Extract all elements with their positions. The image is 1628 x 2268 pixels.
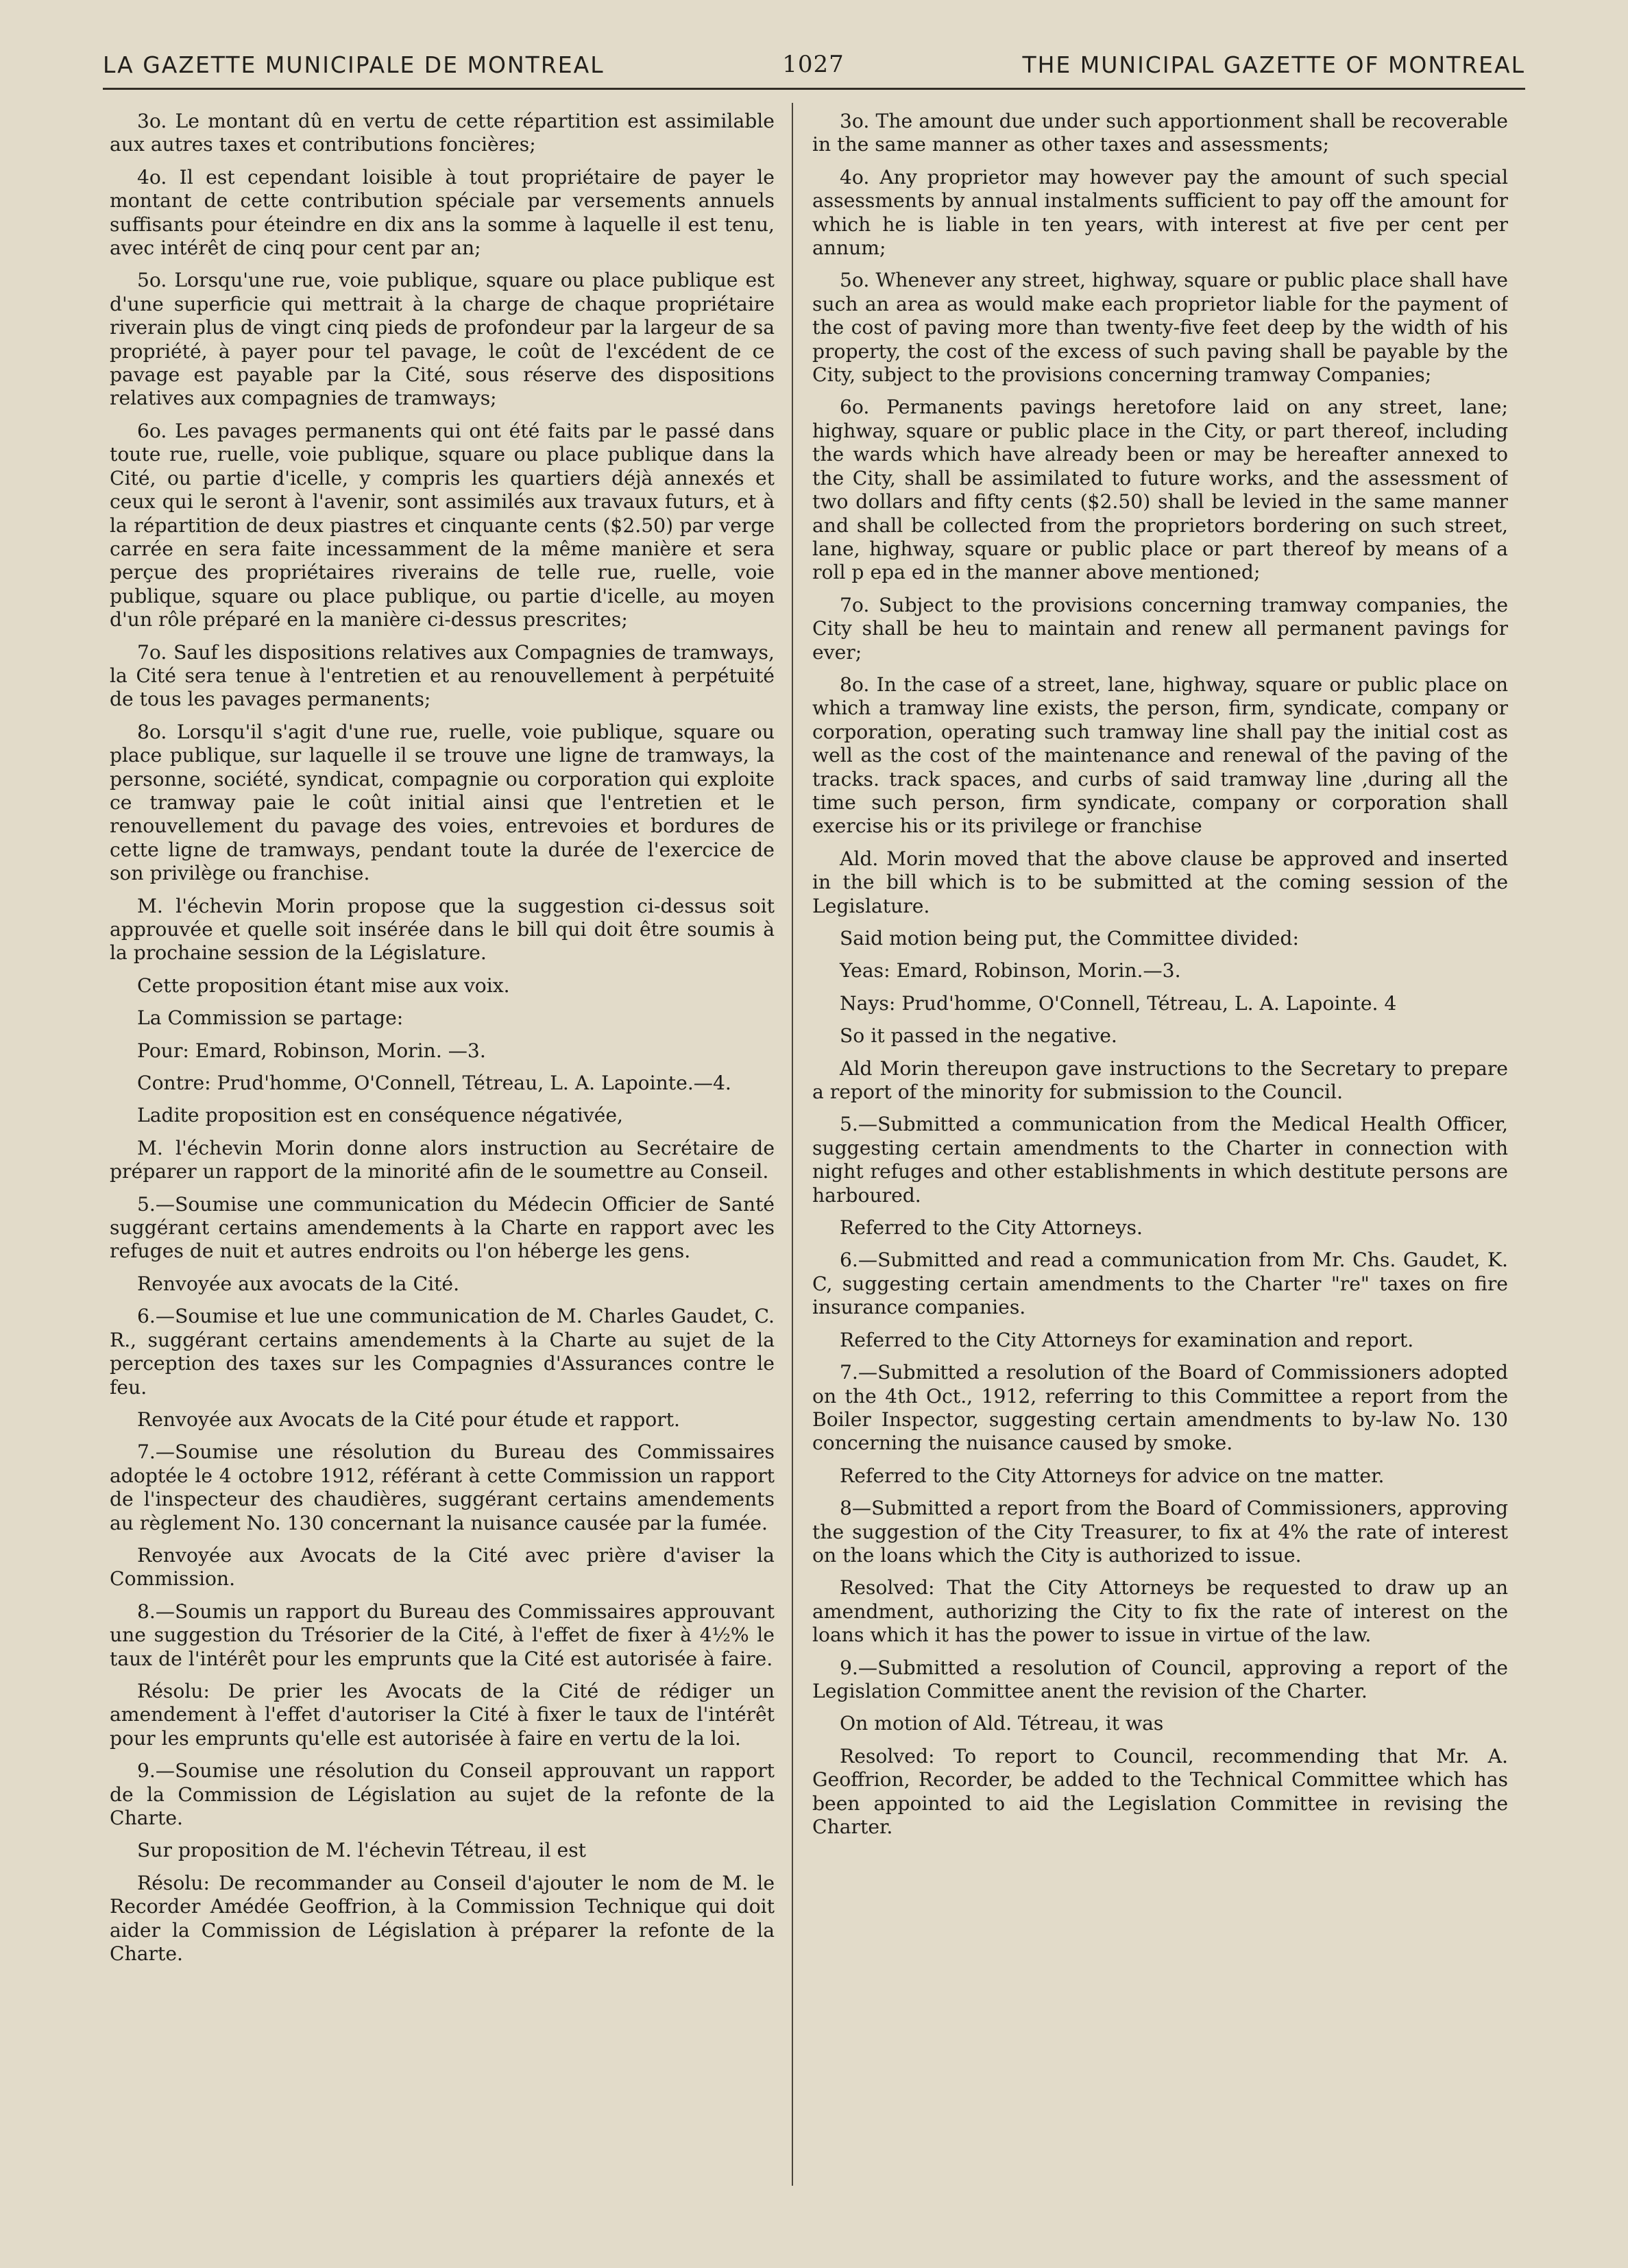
- english-title: THE MUNICIPAL GAZETTE OF MONTREAL: [1022, 51, 1525, 78]
- english-paragraph: Yeas: Emard, Robinson, Morin.—3.: [840, 959, 1181, 982]
- english-paragraph: 7.—Submitted a resolution of the Board of Commissioners adopted on the 4th Oct., 1912, referring to this Committee a report from the Boiler Inspector, suggesting certain amendments to by-law No. 130 concerning the nuisance caused by smoke.: [812, 1361, 1508, 1455]
- french-paragraph: 3o. Le montant dû en vertu de cette répartition est assimilable aux autres taxes et contributions foncières;: [110, 110, 775, 156]
- column-divider: [792, 103, 793, 2186]
- english-paragraph: 5o. Whenever any street, highway, square or public place shall have such an area as would make each proprietor liable for the payment of the cost of paving more than twenty-five feet deep by the width of his property, the cost of the excess of such paving shall be payable by the City, subject to the provisions concerning tramway Companies;: [812, 269, 1508, 387]
- english-paragraph: On motion of Ald. Tétreau, it was: [840, 1712, 1164, 1735]
- english-paragraph: Referred to the City Attorneys for advice on tne matter.: [840, 1464, 1385, 1487]
- header-rule: [103, 88, 1525, 90]
- english-column: [812, 110, 1508, 2186]
- english-paragraph: 6.—Submitted and read a communication from Mr. Chs. Gaudet, K. C, suggesting certain amendments to the Charter "re" taxes on fire insurance companies.: [812, 1248, 1508, 1319]
- french-title: LA GAZETTE MUNICIPALE DE MONTREAL: [103, 51, 605, 78]
- french-paragraph: Cette proposition étant mise aux voix.: [137, 974, 510, 997]
- french-paragraph: 8.—Soumis un rapport du Bureau des Commissaires approuvant une suggestion du Trésorier de la Cité, à l'effet de fixer à 4½% le taux de l'intérêt pour les emprunts que la Cité est autorisée à faire.: [110, 1600, 775, 1670]
- english-paragraph: Resolved: To report to Council, recommending that Mr. A. Geoffrion, Recorder, be added to the Technical Committee which has been appointed to aid the Legislation Committee in revising the Charter.: [812, 1744, 1508, 1838]
- english-paragraph: Referred to the City Attorneys for examination and report.: [840, 1328, 1414, 1351]
- english-paragraph: Referred to the City Attorneys.: [840, 1216, 1143, 1240]
- french-paragraph: Renvoyée aux Avocats de la Cité avec prière d'aviser la Commission.: [110, 1543, 775, 1591]
- english-paragraph: So it passed in the negative.: [840, 1024, 1117, 1048]
- french-paragraph: 8o. Lorsqu'il s'agit d'une rue, ruelle, voie publique, square ou place publique, sur laquelle il se trouve une ligne de tramways, la personne, société, syndicat, compagnie ou corporation qui exploite ce tramway paie le coût initial ainsi que l'entretien et le renouvellement du pavage des voies, entrevoies et bordures de cette ligne de tramways, pendant toute la durée de l'exercice de son privilège ou franchise.: [110, 720, 775, 885]
- english-paragraph: Said motion being put, the Committee divided:: [840, 927, 1299, 950]
- french-paragraph: 5.—Soumise une communication du Médecin Officier de Santé suggérant certains amendements à la Charte en rapport avec les refuges de nuit et autres endroits ou l'on héberge les gens.: [110, 1192, 775, 1263]
- french-paragraph: Résolu: De recommander au Conseil d'ajouter le nom de M. le Recorder Amédée Geoffrion, à la Commission Technique qui doit aider la Commission de Législation à préparer la refonte de la Charte.: [110, 1871, 775, 1966]
- french-paragraph: 4o. Il est cependant loisible à tout propriétaire de payer le montant de cette contribution spéciale par versements annuels suffisants pour éteindre en dix ans la somme à laquelle il est tenu, avec intérêt de cinq pour cent par an;: [110, 165, 775, 260]
- french-paragraph: Résolu: De prier les Avocats de la Cité de rédiger un amendement à l'effet d'autoriser la Cité à fixer le taux de l'intérêt pour les emprunts qu'elle est autorisée à faire en vertu de la loi.: [110, 1679, 775, 1750]
- french-paragraph: 6o. Les pavages permanents qui ont été faits par le passé dans toute rue, ruelle, voie publique, square ou place publique dans la Cité, ou partie d'icelle, y compris les quartiers déjà annexés et ceux qui le seront à l'avenir, sont assimilés aux travaux futurs, et à la répartition de deux piastres et cinquante cents ($2.50) par verge carrée en sera faite incessamment de la même manière et sera perçue des propriétaires riverains de telle rue, ruelle, voie publique, square ou place publique, ou partie d'icelle, au moyen d'un rôle préparé en la manière ci-dessus prescrites;: [110, 419, 775, 631]
- page-number: 1027: [782, 51, 845, 78]
- english-paragraph: 7o. Subject to the provisions concerning tramway companies, the City shall be heu to maintain and renew all permanent pavings for ever;: [812, 593, 1508, 664]
- french-paragraph: 9.—Soumise une résolution du Conseil approuvant un rapport de la Commission de Législation au sujet de la refonte de la Charte.: [110, 1759, 775, 1829]
- english-paragraph: 3o. The amount due under such apportionment shall be recoverable in the same manner as other taxes and assessments;: [812, 110, 1508, 156]
- english-paragraph: Resolved: That the City Attorneys be requested to draw up an amendment, authorizing the City to fix the rate of interest on the loans which it has the power to issue in virtue of the law.: [812, 1576, 1508, 1647]
- french-paragraph: Renvoyée aux Avocats de la Cité pour étude et rapport.: [137, 1408, 681, 1431]
- french-paragraph: 7o. Sauf les dispositions relatives aux Compagnies de tramways, la Cité sera tenue à l'entretien et au renouvellement à perpétuité de tous les pavages permanents;: [110, 640, 775, 711]
- english-paragraph: 4o. Any proprietor may however pay the amount of such special assessments by annual instalments sufficient to pay off the amount for which he is liable in ten years, with interest at five per cent per annum;: [812, 165, 1508, 260]
- french-paragraph: Renvoyée aux avocats de la Cité.: [137, 1272, 460, 1295]
- french-paragraph: Contre: Prud'homme, O'Connell, Tétreau, L. A. Lapointe.—4.: [137, 1072, 731, 1095]
- french-paragraph: Ladite proposition est en conséquence négativée,: [137, 1104, 623, 1127]
- english-paragraph: Nays: Prud'homme, O'Connell, Tétreau, L. A. Lapointe. 4: [840, 991, 1397, 1015]
- french-column: [110, 110, 775, 2186]
- english-paragraph: 5.—Submitted a communication from the Medical Health Officer, suggesting certain amendments to the Charter in connection with night refuges and other establishments in which destitute persons are harboured.: [812, 1113, 1508, 1207]
- french-paragraph: Sur proposition de M. l'échevin Tétreau, il est: [137, 1839, 587, 1862]
- french-paragraph: 7.—Soumise une résolution du Bureau des Commissaires adoptée le 4 octobre 1912, référant à cette Commission un rapport de l'inspecteur des chaudières, suggérant certains amendements au règlement No. 130 concernant la nuisance causée par la fumée.: [110, 1440, 775, 1534]
- page-header: [103, 44, 1525, 85]
- french-paragraph: 6.—Soumise et lue une communication de M. Charles Gaudet, C. R., suggérant certains amendements à la Charte au sujet de la perception des taxes sur les Compagnies d'Assurances contre le feu.: [110, 1305, 775, 1399]
- french-paragraph: Pour: Emard, Robinson, Morin. —3.: [137, 1039, 486, 1062]
- french-paragraph: 5o. Lorsqu'une rue, voie publique, square ou place publique est d'une superficie qui mettrait à la charge de chaque propriétaire riverain plus de vingt cinq pieds de profondeur par la largeur de sa propriété, à payer pour tel pavage, le coût de l'excédent de ce pavage est payable par la Cité, sous réserve des dispositions relatives aux compagnies de tramways;: [110, 269, 775, 410]
- english-paragraph: 6o. Permanents pavings heretofore laid on any street, lane; highway, square or public place in the City, or part thereof, including the wards which have already been or may be hereafter annexed to the City, shall be assimilated to future works, and the assessment of two dollars and fifty cents ($2.50) shall be levied in the same manner and shall be collected from the proprietors bordering on such street, lane, highway, square or public place or part thereof by means of a roll p epa ed in the manner above mentioned;: [812, 396, 1508, 584]
- english-paragraph: 8—Submitted a report from the Board of Commissioners, approving the suggestion of the City Treasurer, to fix at 4% the rate of interest on the loans which the City is authorized to issue.: [812, 1497, 1508, 1567]
- french-paragraph: M. l'échevin Morin donne alors instruction au Secrétaire de préparer un rapport de la minorité afin de le soumettre au Conseil.: [110, 1136, 775, 1183]
- english-paragraph: 8o. In the case of a street, lane, highway, square or public place on which a tramway line exists, the person, firm, syndicate, company or corporation, operating such tramway line shall pay the initial cost as well as the cost of the maintenance and renewal of the paving of the tracks. track spaces, and curbs of said tramway line ,during all the time such person, firm syndicate, company or corporation shall exercise his or its privilege or franchise: [812, 673, 1508, 838]
- english-paragraph: Ald. Morin moved that the above clause be approved and inserted in the bill which is to be submitted at the coming session of the Legislature.: [812, 847, 1508, 917]
- french-paragraph: La Commission se partage:: [137, 1006, 404, 1030]
- french-paragraph: M. l'échevin Morin propose que la suggestion ci-dessus soit approuvée et quelle soit insérée dans le bill qui doit être soumis à la prochaine session de la Législature.: [110, 894, 775, 965]
- english-paragraph: 9.—Submitted a resolution of Council, approving a report of the Legislation Committee anent the revision of the Charter.: [812, 1656, 1508, 1702]
- english-paragraph: Ald Morin thereupon gave instructions to the Secretary to prepare a report of the minority for submission to the Council.: [812, 1057, 1508, 1104]
